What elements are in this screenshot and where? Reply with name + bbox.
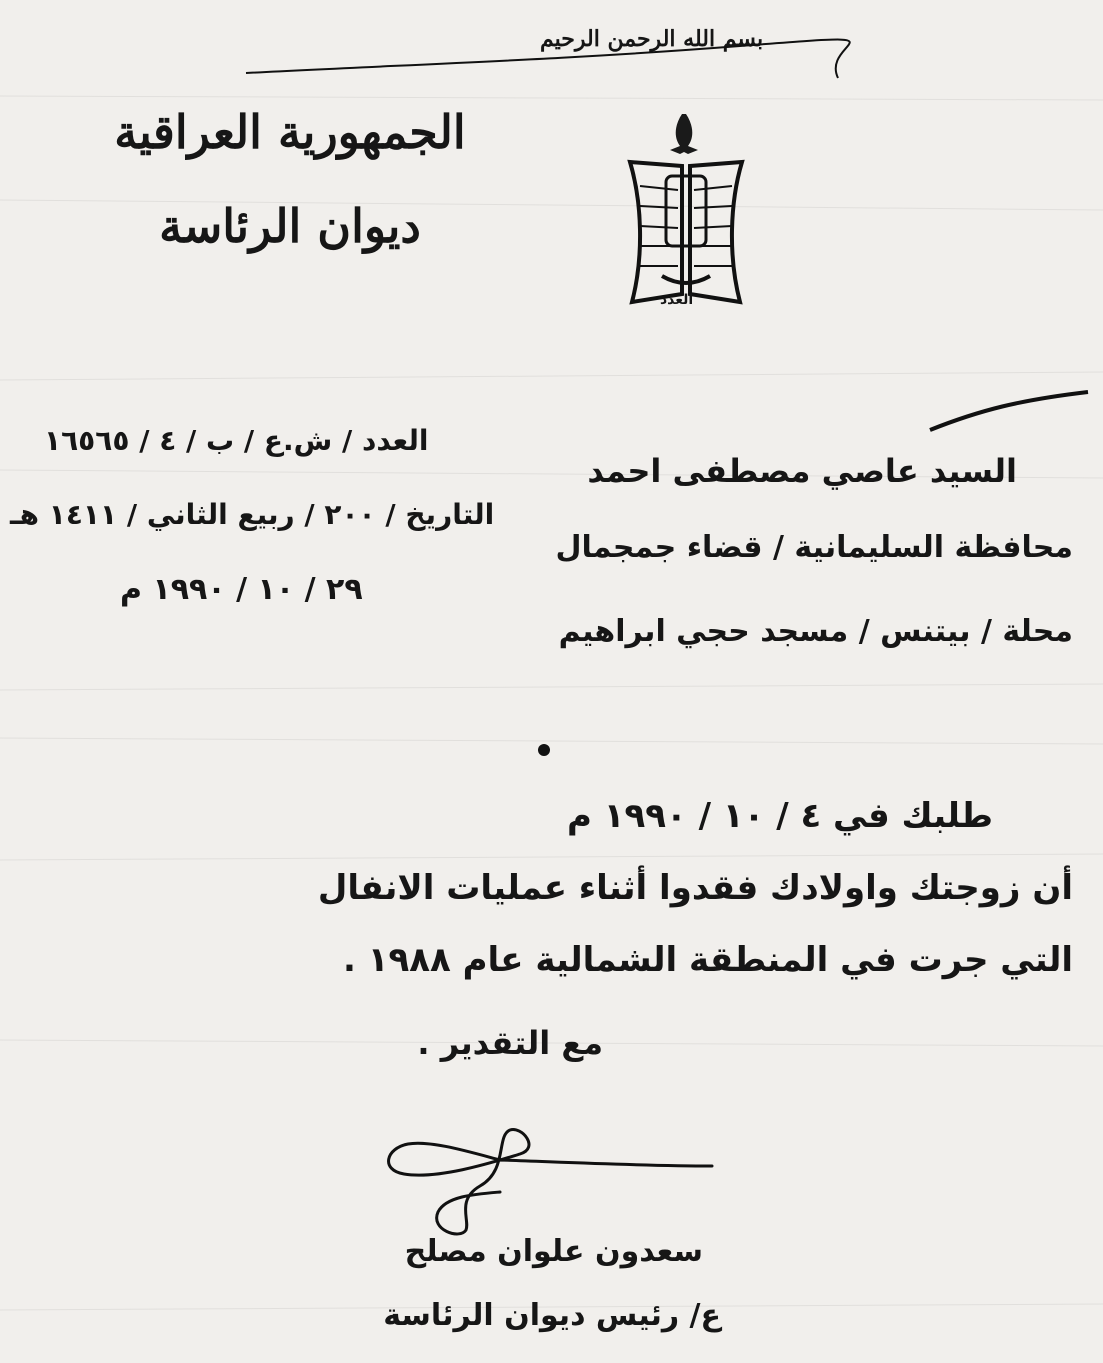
signatory-name: سعدون علوان مصلح	[404, 1234, 703, 1269]
invocation-text: بسم الله الرحمن الرحيم	[540, 26, 764, 52]
body-line-request: طلبك في ٤ / ١٠ / ١٩٩٠ م	[566, 796, 993, 836]
reference-gregorian-date: ٢٩ / ١٠ / ١٩٩٠ م	[120, 572, 363, 607]
body-line-disappearance: أن زوجتك واولادك فقدوا أثناء عمليات الانفال	[317, 868, 1073, 908]
addressee-district: محلة / بيتنس / مسجد حجي ابراهيم	[558, 614, 1073, 649]
office-name: ديوان الرئاسة	[159, 199, 421, 253]
reference-hijri-date: التاريخ / ٢٠٠ / ربيع الثاني / ١٤١١ هـ	[10, 498, 495, 531]
body-line-operation: التي جرت في المنطقة الشمالية عام ١٩٨٨ .	[342, 940, 1073, 980]
country-name: الجمهورية العراقية	[114, 105, 466, 159]
bullet-dot	[538, 744, 550, 756]
seal-caption: العدد	[660, 292, 694, 308]
addressee-governorate: محافظة السليمانية / قضاء جمجمال	[555, 530, 1073, 565]
addressee-name: السيد عاصي مصطفى احمد	[587, 452, 1017, 490]
reference-number: العدد / ش.ع / ب / ٤ / ١٦٥٦٥	[44, 424, 429, 457]
closing-regards: مع التقدير .	[417, 1024, 603, 1062]
signatory-title: ع/ رئيس ديوان الرئاسة	[383, 1298, 721, 1333]
margin-stroke	[0, 0, 1103, 460]
